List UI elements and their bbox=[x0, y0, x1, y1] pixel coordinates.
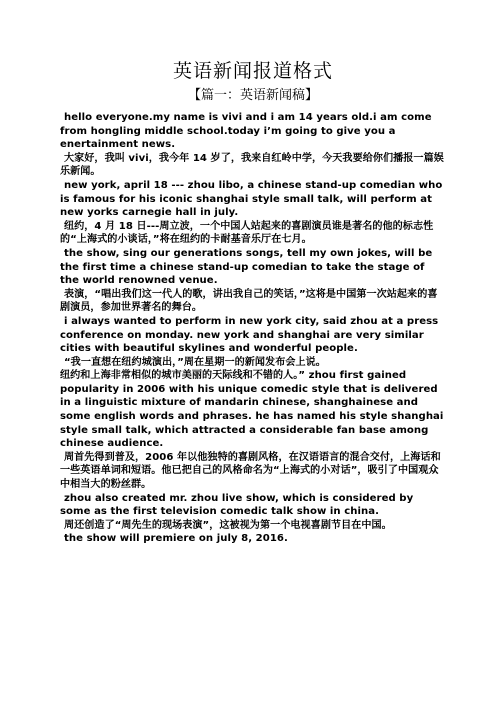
paragraph-en-quote: i always wanted to perform in new york city, said zhou at a press conference on monday. new york and shanghai are very similar cities with beautiful skylines and wonderful people. bbox=[60, 315, 439, 355]
paragraph-zh-intro: 大家好，我叫 vivi，我今年 14 岁了，我来自红岭中学，今天我要给你们播报一篇娱乐新闻。 bbox=[60, 152, 444, 178]
paragraph-zh-dateline: 纽约，4 月 18 日---周立波，一个中国人站起来的喜剧演员谁是著名的他的标志性的“上海式的小谈话，”将在纽约的卡耐基音乐厅在七月。 bbox=[60, 220, 434, 246]
paragraph-zh-popularity: 周首先得到普及，2006 年以他独特的喜剧风格，在汉语语言的混合交付，上海话和一些英语单词和短语。他已把自己的风格命名为“上海式的小对话”，吸引了中国观众中相当大的粉丝群。 bbox=[60, 451, 441, 491]
paragraph-en-intro: hello everyone.my name is vivi and i am 14 years old.i am come from hongling middle school.today i’m going to give you a enertainment news. bbox=[60, 112, 432, 151]
paragraph-zh-quote: “我一直想在纽约城演出，”周在星期一的新闻发布会上说。 bbox=[64, 356, 326, 368]
paragraph-mixed-popularity: 纽约和上海非常相似的城市美丽的天际线和不错的人。” zhou first gained popularity in 2006 with his unique comedic style that is delivered in a linguistic mixture of mandarin chinese, shanghainese and some english words and phrases. he has named his style shanghai style small talk, which attracted a considerable fan base among chinese audience. bbox=[60, 370, 444, 450]
paragraph-zh-live-show: 周还创造了“周先生的现场表演”，这被视为第一个电视喜剧节目在中国。 bbox=[64, 519, 392, 531]
paragraph-en-live-show: zhou also created mr. zhou live show, which is considered by some as the first television comedic talk show in china. bbox=[60, 492, 414, 518]
paragraph-en-premiere: the show will premiere on july 8, 2016. bbox=[64, 533, 288, 545]
document-subtitle: 【篇一：英语新闻稿】 bbox=[187, 88, 318, 103]
document-title: 英语新闻报道格式 bbox=[172, 60, 333, 82]
paragraph-en-dateline: new york, april 18 --- zhou libo, a chinese stand-up comedian who is famous for his iconic shanghai style small talk, will perform at new yorks carnegie hall in july. bbox=[60, 179, 443, 219]
paragraph-en-show: the show, sing our generations songs, tell my own jokes, will be the first time a chinese stand-up comedian to take the stage of the world renowned venue. bbox=[60, 247, 433, 287]
paragraph-zh-show: 表演，“唱出我们这一代人的歌，讲出我自己的笑话，”这将是中国第一次站起来的喜剧演员，参加世界著名的舞台。 bbox=[60, 288, 438, 314]
